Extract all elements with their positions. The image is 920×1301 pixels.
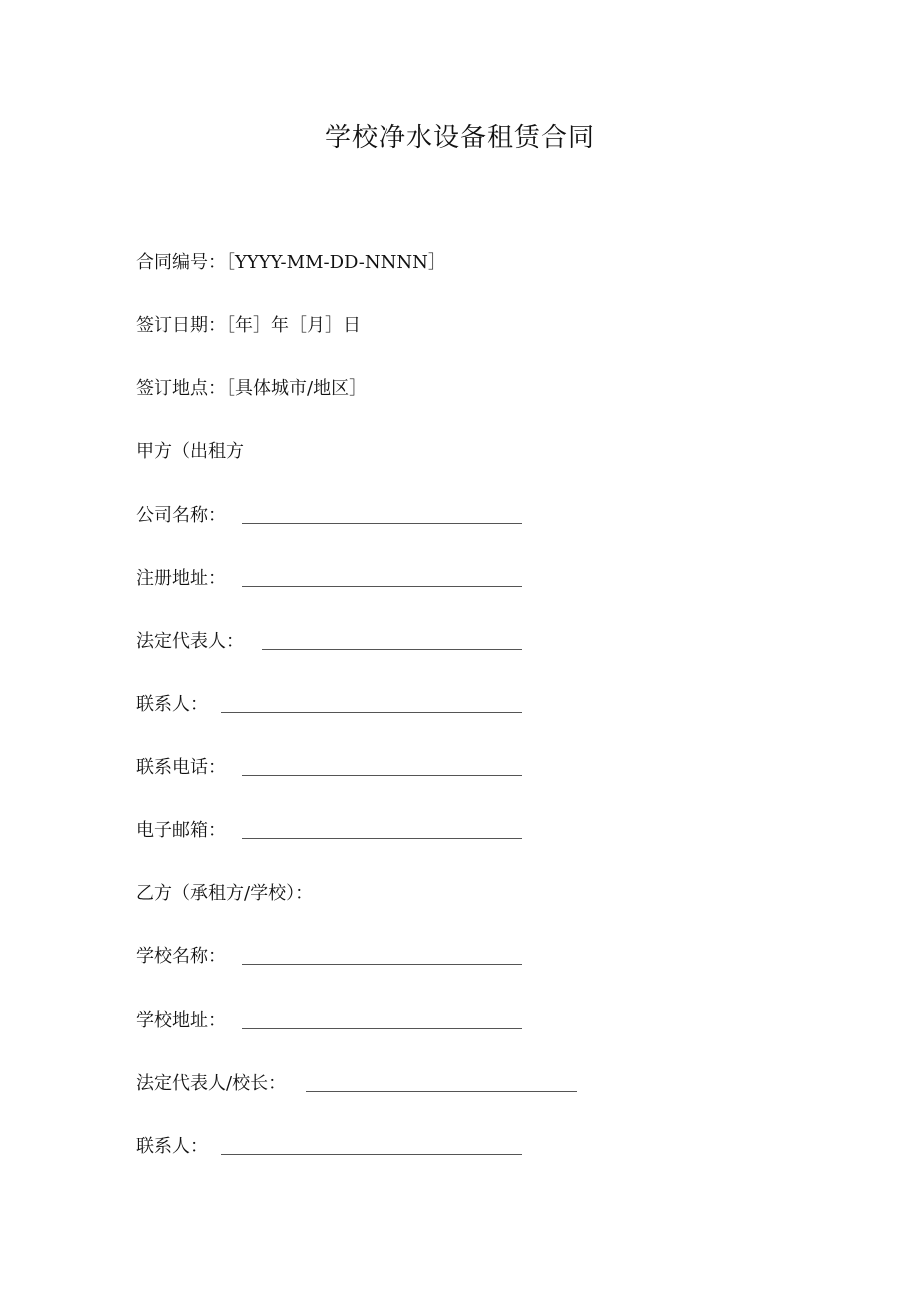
- party-a-phone-label: 联系电话：: [136, 757, 226, 778]
- party-b-school-address-label: 学校地址：: [136, 1010, 226, 1031]
- party-b-heading: 乙方（承租方/学校）：: [136, 883, 314, 904]
- sign-place-line: 签订地点：［具体城市/地区］: [136, 378, 368, 399]
- party-a-company-name-label: 公司名称：: [136, 505, 226, 526]
- party-a-contact-label: 联系人：: [136, 694, 208, 715]
- party-a-contact-blank[interactable]: [221, 712, 522, 713]
- party-b-legal-rep-blank[interactable]: [306, 1091, 577, 1092]
- party-a-heading: 甲方（出租方: [136, 441, 244, 462]
- party-a-legal-rep-blank[interactable]: [262, 649, 522, 650]
- party-b-legal-rep-label: 法定代表人/校长：: [136, 1073, 287, 1094]
- party-a-registered-address-blank[interactable]: [242, 586, 522, 587]
- sign-date-line: 签订日期：［年］年［月］日: [136, 315, 361, 336]
- party-b-contact-blank[interactable]: [221, 1154, 522, 1155]
- party-a-phone-blank[interactable]: [242, 775, 522, 776]
- party-b-contact-label: 联系人：: [136, 1136, 208, 1157]
- document-title: 学校净水设备租赁合同: [324, 123, 595, 153]
- party-b-school-name-blank[interactable]: [242, 964, 522, 965]
- party-a-legal-rep-label: 法定代表人：: [136, 631, 244, 652]
- contract-number-line: 合同编号：［YYYY-MM-DD-NNNN］: [136, 252, 446, 273]
- party-b-school-address-blank[interactable]: [242, 1028, 522, 1029]
- party-a-company-name-blank[interactable]: [242, 523, 522, 524]
- party-a-registered-address-label: 注册地址：: [136, 568, 226, 589]
- party-a-email-label: 电子邮箱：: [136, 820, 226, 841]
- party-b-school-name-label: 学校名称：: [136, 946, 226, 967]
- party-a-email-blank[interactable]: [242, 838, 522, 839]
